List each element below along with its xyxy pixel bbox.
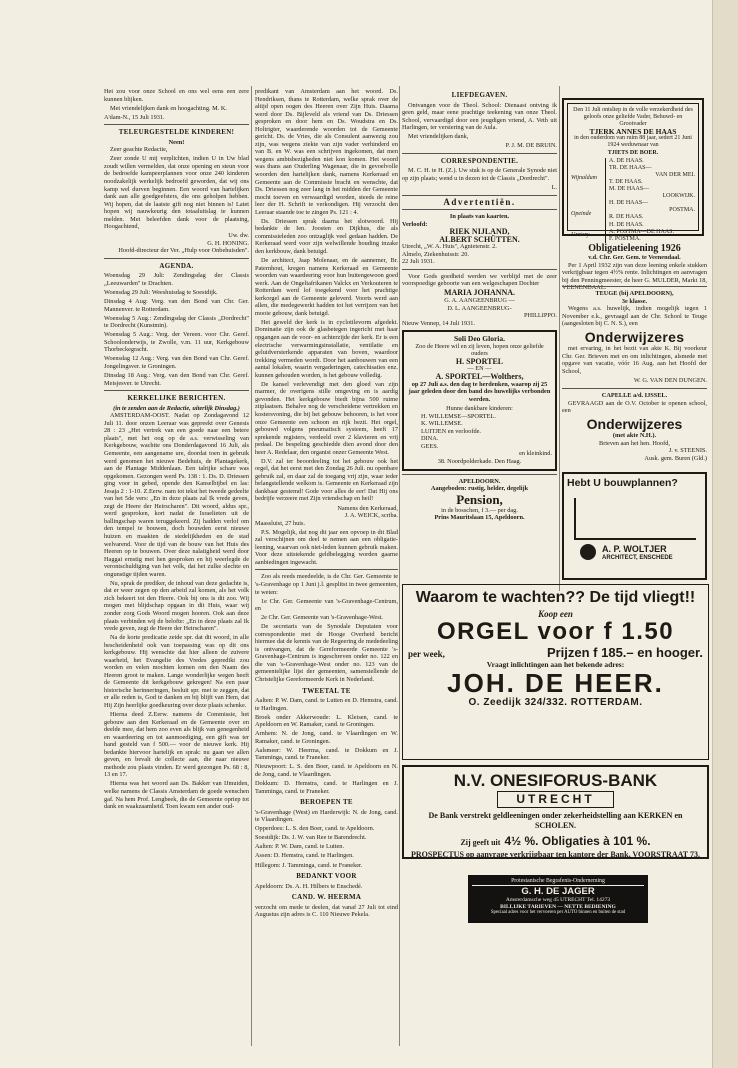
agenda-item: Dinsdag 18 Aug.: Verg. van den Bond van Chr. Geref. Meisjesver. te Utrecht. — [104, 372, 249, 387]
teuge-ad — [562, 290, 707, 384]
letter-date: A'dam-N., 15 Juli 1931. — [104, 113, 165, 121]
family-name: TR. DE HAAS— — [609, 164, 652, 171]
heer-koop: Koop een — [538, 609, 573, 619]
family-name: VAN DER MEI. — [655, 171, 695, 178]
divider — [104, 390, 249, 391]
kerk-paragraph: Hierna deed Z.Eerw. namens de Commissie, het gebouw aan den Kerkeraad en de Gemeente over en deelde mee, dat hem zoo even als blijk van genegenheid en waardeering en tot aanmoediging, een gift was ter hand gesteld van f 500.— voor de nieuwe kerk. Hij bedankte hiervoor hartelijk en sprak: nu gaan we allen geven, en bevalt de collecte aan, die naar nieuwe methode zou plaats vinden. Er werd gezongen Ps. 68 : 8, 13 en 17. — [104, 711, 249, 779]
mourning-family — [571, 158, 695, 243]
col2-paragraph: D.V. zal ter beoordeeling tot het gebouw ook het orgel, dat het eerst met den Zondag 26 Juli. nu openbare gebruik zal, en daar zal de toegang vrij zijn, waar ieder belangstellende welkom is. Gemeente en Kerkeraad zijn dankbaar gestemd! Gode voor alles de eer! Dat Hij ons bedrijfe verzeere met Zijn vriendschap en heil! — [255, 457, 398, 503]
column-1 — [104, 88, 249, 1048]
soli-title: Soli Deo Gloria. — [453, 334, 506, 344]
family-name: R. DE HAAS. — [609, 214, 644, 221]
bank-city-wrap — [409, 790, 702, 808]
agenda-item: Woensdag 29 Juli: Weeshuisdag te Soestdijk. — [104, 289, 218, 297]
bank-line2 — [409, 832, 702, 850]
verloofd-name: ALBERT SCHÜTTEN. — [439, 234, 520, 244]
divider — [104, 124, 249, 125]
agenda-heading: AGENDA. — [159, 261, 194, 270]
bank-line3: PROSPECTUS op aanvrage verkrijgbaar ten kantore der Bank, VOORSTRAAT 73. — [411, 850, 700, 859]
kerkelijke-heading: KERKELIJKE BERICHTEN. — [127, 394, 226, 403]
teleur-salute: Zeer geachte Redactie, — [110, 146, 168, 154]
family-name: LOOKWIJK. — [662, 193, 695, 200]
soli-addr: 38. Noordpolderkade. Den Haag. — [437, 457, 522, 465]
kerk-paragraph: Nu, sprak de prediker, de inhoud van deze gedachte is, dat er weer zegen op den arbeid zal komen, als het volk zich bekeert tot den Heere. Ook bij ons is dit zoo. Wij mogen met blijdschap opgaan in dit Huis, waar wij zonder zorg Gods Woord mogen hooren. Ook aan deze plaats verbinden wij de belofte: „En in deze plaats zal Ik vrede geven, zegt de Heere der Heirscharen". — [104, 579, 249, 633]
beroepen-item: Opperdoes: L. S. den Boer, cand. te Apeldoorn. — [255, 825, 375, 833]
soli-kids-suffix: en kleinkind. — [519, 450, 552, 458]
col2-paragraph: predikant van Amsterdam aan het woord. Ds. Hendriksen, thans te Rotterdam, welke sprak over de altijd open oogen des Heeren over Zijn Huis. Daarna werd door Ds. Bijleveld als vriend van Ds. Driessen gesproken en door hem en Ds. Woudstra en Ds. Holtrigter, waarderende woorden tot de Gemeente gericht. Ds. de Vries, die als Consulent aanwezig zou zijn, was wegens ziekte van zijn vader verhinderd en van B. en W. was een schrijven ingekomen, dat men wegens ambtsbezigheden niet kon komen. Het woord was thans aan Ouderling Wagenaar, die in gevoelvolle woorden den hartelijken dank, namens Kerkeraad en Gemeente aan de Commissie bracht en wenschte, dat Ds. Driessen nog zeer lang in het midden der Gemeente mocht toeven en verwaardigd worden, steeds de reine leer der H. Schrift te verkondigen. Hij verzocht den Leeraar staande toe te zingen Ps. 121 : 4. — [255, 88, 398, 216]
kerk-paragraph: Na de korte predicatie zeide spr. dat dit woord, in alle bescheidenheid ook van toepassing was op dit ons kerkgebouw. Hij wenschte dat hier alleen de zuivere waarheid, het Evangelie des Vredes gepredikt zou worden en velen mochten komen om den Naam des Heeren groot te maken. Lange wonderlijke wegen heeft de Gemeente dit kerkgebouw gekregen! Na een paar historische herinneringen, besluit spr. met te zeggen, dat er alle reden is, God te danken en bij blijft van Hem, dat Hij Zijn heerlijke goedkeuring over deze plaats schenke. — [104, 634, 249, 710]
family-name: POSTMA. — [669, 207, 695, 214]
heer-orgel: ORGEL voor f 1.50 — [436, 618, 675, 645]
de-jager-ad — [468, 875, 648, 923]
col2-sign-1: Namens den Kerkeraad, — [337, 504, 398, 512]
column-2 — [255, 88, 398, 1048]
soli-kids-title: Hunne dankbare kinderen: — [446, 405, 513, 413]
adjacent-page-edge — [712, 0, 738, 1068]
teuge-class: 3e klasse. — [621, 297, 648, 305]
family-name: H. DE HAAS. — [609, 221, 644, 228]
agenda-item: Woensdag 5 Aug.: Zendingsdag der Classis „Dordrecht" te Dordrecht (Kunstmin). — [104, 314, 249, 330]
col2-paragraph: De architect, Jaap Molenaar, en de aannemer, Br. Paternhout, kregen namens Kerkeraad en Gemeente woorden van waardeering voor hun buitengewoon goed werk. Aan de Ongeltafrikanen Valckx en Verkouteren te Rotterdam werd lof toegekend voor het prachtige kerkorgel aan de Gemeente geleverd. Voorts werd aan allen, die medegewerkt hadden tot het verrijzen van het mooie gebouw, dank betuigd. — [255, 257, 398, 317]
beroepen-heading: BEROEPEN TE — [300, 798, 353, 807]
col2-sign-2: J. A. WEICK, scriba. — [344, 512, 398, 520]
column-rule — [559, 86, 560, 591]
teleur-sub: Neen! — [168, 138, 185, 146]
family-name: H. DE HAAS— — [609, 200, 649, 207]
divider — [402, 474, 557, 475]
jager-addr: Amsterdamsche weg 45 UTRECHT Tel. 14273 — [505, 897, 611, 903]
kerk-note: (in te zenden aan de Redactie, uiterlijk Dinsdag.) — [113, 404, 240, 412]
liefde-body: Ontvangen voor de Theol. School: Dienaast ontving ik geen geld, maar eene prachtige teekening van onze Theol. School, vervaardigd door een jeugdigen vriend, A. Veth uit Harlingen, ter versiering van de Aula. — [402, 101, 557, 132]
corr-body: M. C. H. te H. (Z.). Uw stuk is op de Generale Synode niet op zijn plaats; wend u in dezen tot de Classis „Dordrecht". — [402, 167, 557, 182]
bank-line1: De Bank verstrekt geldleeningen onder zekerheidstelling aan KERKEN en SCHOLEN. — [428, 811, 683, 830]
divider — [402, 153, 557, 154]
teuge-title: TEUGE (bij APELDOORN), — [595, 290, 674, 297]
bedankt-item: Apeldoorn: Ds. A. H. Hilbers te Enschedé. — [255, 882, 363, 890]
agenda-item: Woensdag 5 Aug.: Verg. der Vereen. voor Chr. Geref. Schoolonderwijs, te Zwolle, v.m. 11 uur, Kerkgebouw Thorbeckegracht. — [104, 331, 249, 354]
letter-tail: Het zou voor onze School en ons wel eens een zere kunnen blijken. — [104, 88, 249, 103]
column-rule — [399, 86, 400, 1046]
apel-addr: Prins Mauritslaan 15, Apeldoorn. — [434, 514, 525, 522]
divider — [562, 286, 707, 287]
divider — [562, 388, 707, 389]
capelle-sign2: Ausk. gem. Buren (Gld.) — [644, 454, 707, 462]
tweetal-item: Dokkum: D. Hemstra, cand. te Harlingen en J. Tamminga, cand. te Franeker. — [255, 780, 398, 795]
col2-place: Maassluist, 27 huis. — [255, 519, 306, 527]
col2-ps: P.S. Mogelijk, dat nog dit jaar een opvoep in dit Blad zal verschijnen om deel te nemen aan een obligatie-leening, waarvan ook niet-leden kunnen gebruik maken. Voor deze uitstekende geldbelegging worden gaarne aanbiedingen ingewacht. — [255, 528, 398, 566]
heer-question: Waarom te wachten?? De tijd vliegt!! — [415, 589, 696, 606]
jager-name: G. H. DE JAGER — [521, 886, 595, 897]
col2-paragraph: Ds. Driessen sprak daarna het slotwoord. Hij bedankte de Ien. Joosten en Dijkhus, die als commissieleden zoo ontzaglijk veel gedaan hadden. De Kerkeraad werd voor zijn welwillende houding inzake den kerkbouw, dank betuigd. — [255, 217, 398, 255]
heer-firm: JOH. DE HEER. — [447, 668, 664, 698]
mourning-wife: TJIETS DE BOER. — [607, 149, 659, 156]
apel-terms: in de bosschen, f 3.— per dag. — [441, 506, 518, 514]
soli-en: — EN — — [467, 365, 492, 373]
col2-zoo-reeds: Zoo als reeds meedeelde, is de Chr. Ger. Gemeente te 's-Gravenhage op 1 Juni j.l. gesplitst in twee gemeenten, te weten: — [255, 573, 398, 596]
woltjer-q: Hebt U bouwplannen? — [567, 477, 678, 489]
soli-anniv: op 27 Juli a.s. den dag te herdenken, waarop zij 25 jaar geleden door den band des huwelijks verbonden werden. — [408, 380, 551, 403]
soli-kid: K. WILLEMSE. — [421, 420, 463, 428]
divider — [255, 569, 398, 570]
beroepen-item: Hillegom: J. Tamminga, cand. te Franeker. — [255, 861, 363, 869]
birth-parent: G. A. AANGEENBRUG — — [444, 297, 515, 305]
beroepen-item: Soestdijk: Ds. J. W. van Ree te Barendrecht. — [255, 834, 367, 842]
family-name: M. DE HAAS— — [609, 186, 650, 193]
family-place: Wijnaldum — [571, 175, 598, 182]
family-name: A. DE HAAS. — [609, 157, 644, 164]
teleur-sign-2: G. H. HONING. — [207, 239, 249, 247]
heer-price-row — [408, 645, 703, 660]
agenda-item: Dinsdag 4 Aug: Verg. van den Bond van Chr. Ger. Mannenver. te Rotterdam. — [104, 298, 249, 313]
agenda-item: Woensdag 29 Juli: Zendingsdag der Classis „Leeuwarden" te Drachten. — [104, 272, 249, 288]
teuge-big: Onderwijzeres — [584, 329, 685, 345]
tweetal-heading: TWEETAL TE — [302, 686, 351, 695]
tweetal-item: Broek onder Akkerwoude: L. Kleisen, cand. te Apeldoorn en W. Ramaker, cand. te Groningen. — [255, 713, 398, 729]
capelle-title: CAPELLE a/d. IJSSEL. — [601, 392, 668, 399]
mourning-ad — [562, 98, 704, 242]
birth-name: MARIA JOHANNA. — [443, 288, 516, 298]
family-name: F. POSTMA. — [609, 235, 641, 242]
kaarten-heading: In plaats van kaarten. — [449, 213, 510, 221]
verloofd-addr: Almelo, Ziekenhuisstr. 20. — [402, 250, 469, 258]
beroepen-item: 's-Gravenhage (West) en Harderwijk: N. de Jong, cand. te Vlaardingen. — [255, 808, 398, 824]
heer-vraagt: Vraagt inlichtingen aan het bekende adres: — [486, 660, 625, 669]
birth-place: Nieuw Vennep, 14 Juli 1931. — [402, 319, 475, 327]
bank-city: UTRECHT — [497, 791, 613, 808]
cand-body: verzocht om mede te deelen, dat vanaf 27 Juli tot eind Augustus zijn adres is C. 110 Nieuwe Pekela. — [255, 903, 398, 919]
birth-parent-suffix: PHILLIPPO. — [523, 312, 557, 320]
heer-addr: O. Zeedijk 324/332. ROTTERDAM. — [468, 697, 643, 708]
col2-gem-list-item: 1e Chr. Ger. Gemeente van 's-Gravenhage-Centrum, en — [255, 597, 398, 613]
apel-title: APELDOORN. — [458, 477, 501, 485]
bank-line2b: 4½ %. Obligaties à 101 %. — [504, 834, 651, 848]
divider — [104, 258, 249, 259]
birth-parent: D. L. AANGEENBRUG- — [447, 304, 512, 312]
verloofd-date: 22 Juli 1931. — [402, 258, 435, 266]
beroepen-item: Aalten: P. W. Dam, cand. te Lutten. — [255, 843, 345, 851]
col2-secretaris: De secretaris van de Synodale Deputaten voor correspondentie met de Hooge Overheid bericht hiermee dat de kennis van de Regeering de mededeeling is ontvangen, dat de Gereformeerde Gemeente 's-Gravenhage-Centrum is ingeschreven onder no. 122 en die van 's-Gravenhage-West onder no. 123 van de gemeentelijke lijst der gemeenten, samenstellende de Christelijke Gereformeerde Kerk in Nederland. — [255, 623, 398, 684]
soli-name: H. SPORTEL — [455, 356, 504, 366]
tweetal-item: Arnhem: N. de Jong, cand. te Vlaardingen en W. Ramaker, cand. te Groningen. — [255, 730, 398, 745]
cand-heading: CAND. W. HEERMA — [291, 893, 362, 902]
soli-kid: GEES. — [421, 442, 439, 450]
soli-kid: DINA. — [421, 435, 439, 443]
kerk-paragraph: Hierna was het woord aan Ds. Bakker van IJmuiden, welke namens de Classis Amsterdam de goede wenschen gaf. Na hem Prof. Lengbeek, die de Gemeente opriep tot dank en waakzaamheid. Toen kwam een ander oud- — [104, 780, 249, 811]
agenda-item: Woensdag 12 Aug.: Verg. van den Bond van Chr. Geref. Jongelingsver. te Groningen. — [104, 355, 249, 370]
teleur-sign-3: Hoofd-directeur der Ver. „Hulp voor Onbehuisden". — [118, 247, 249, 255]
family-place: Opeinde — [571, 210, 592, 217]
obligatie-title: Obligatieleening 1926 — [588, 243, 681, 254]
capelle-ad — [562, 392, 707, 462]
capelle-sub: (met akte N.H.). — [612, 432, 657, 439]
verloofd-label: Verloofd: — [402, 220, 428, 228]
letter-thanks: Met vriendelijken dank en hoogachting. M. K. — [110, 104, 227, 112]
woltjer-logo-icon — [580, 544, 596, 560]
soli-kid: H. WILLEMSE—SPORTEL. — [421, 412, 496, 420]
column-rule — [251, 86, 252, 1046]
capelle-big: Onderwijzeres — [586, 416, 683, 432]
mourning-detail: in den ouderdom van ruim 88 jaar, sedert 21 Juni 1924 weduwnaar van — [574, 135, 692, 149]
jager-line: BILLIJKE TARIEVEN — NETTE BEDIENING — [500, 903, 616, 910]
divider — [402, 195, 557, 196]
obligatie-sub: v.d. Chr. Ger. Gem. te Veenendaal. — [588, 254, 681, 261]
tweetal-item: Nieuwpoort: L. S. den Boer, cand. te Apeldoorn en N. de Jong, cand. te Vlaardingen. — [255, 763, 398, 779]
onesiforus-bank-ad — [402, 765, 709, 859]
kerk-paragraph: AMSTERDAM-OOST. Nadat op Zondagavond 12 Juli 11. door onzen Leeraar was gepreekt over Genesis 28 : 23 „Het vertrek van een goede naar een betere plaats", met het oog op de a.s. verwisseling van Kerkgebouw, wachtte ons Donderdagavond 16 Juli, als Gemeente, een aangename ure, doordat toen in gebruik werd genomen het nieuwe Bedehuis, de Plantagekerk, aan de Plantage Middenlaan. Een talrijke schare was opgekomen. Gezongen werd Ps. 138 : 1. Ds. D. Driessen ging voor in gebed, opende den Kanselbijbel en las: Jesaja 2 : 1-10. Z.Eerw. nam tot tekst het tweede gedeelte van het 5de vers: „En in deze plaats zal Ik vrede geven, zegt de Heere der Heirscharen". Dit woord, aldus spr., werd gesproken, kort nadat de Israelieten uit de ballingschap waren teruggekeerd. Zij hadden verlof om den tempel te bouwen, doch bouwden eerst nieuwe huizen en maakten de stedelijkheden en de stad welvarend. Voor de tijd van de bouw van het Huis des Heeren op te bouwen. Over deze nalatigheid werd door Haggai ernstig met hen gesproken en hij weerlegde de verontschuldiging van het volk, dat het zulke slechte en ongunstige tijden waren. — [104, 412, 249, 578]
divider — [402, 269, 557, 270]
jager-top: Protestantsche Begrafenis-Onderneming — [472, 878, 644, 886]
liefde-sign: P. J. M. DE BRUIN. — [505, 142, 557, 150]
col2-gem-list-item: 2e Chr. Ger. Gemeente van 's-Gravenhage-West. — [261, 614, 383, 622]
bank-name: N.V. ONESIFORUS-BANK — [453, 771, 658, 790]
joh-de-heer-ad — [402, 584, 709, 760]
capelle-body2: Brieven aan het hen. Hoofd, — [599, 439, 670, 447]
soli-deo-ad — [402, 330, 557, 470]
soli-body: Zoo de Heere wil en zij leven, hopen onze geliefde ouders — [415, 342, 544, 358]
obligatie-body: Per 1 April 1932 zijn van deze leening enkele stukken verkrijgbaar tegen 4½% rente. Inlichtingen en aanvragen bij den Penningmeester, de heer G. MULDER, Markt 18, VEENENDAAL. — [562, 261, 707, 291]
woltjer-frame — [574, 498, 696, 540]
heer-per: per week, — [408, 649, 445, 659]
column-3 — [402, 88, 557, 648]
family-name: A. POSTMA—DE HAAS. — [609, 228, 675, 235]
advertenties-heading: Advertentiën. — [443, 196, 516, 207]
teuge-body2: met ervaring, in het bezit van akte K. Bij voorkeur Chr. Ger. Brieven met en om inlichtingen, alsmede met opgave van vacatie, vóór 16 Aug. aan het Hoofd der School, — [562, 345, 707, 375]
corr-sign: L. — [551, 183, 557, 191]
col2-paragraph: Het geweld der kerk is in cyclotilevorm afgedekt. Dominatie zijn ook de glasbetegen ingericht met haar opgangen aan de voor- en achterzijde der kerk. Er is een electrische verwarmingsinstallatie, ventilatie en geluidversterkende apparaten van boven, waardoor trekking vermeden wordt. Door het aanbouwen van een aantal lokalen, waarin vergaderingen, catechisaties enz. kunnen gehouden worden, is het gebouw volledig. — [255, 318, 398, 379]
teuge-sign: W. G. VAN DEN DUNGEN. — [633, 376, 707, 384]
family-name: T. DE HAAS. — [609, 178, 643, 185]
divider — [402, 209, 557, 210]
liefde-thanks: Met vriendelijken dank, — [408, 133, 469, 141]
verloofd-name: RIEK NIJLAND, — [449, 227, 510, 237]
correspondentie-heading: CORRESPONDENTIE. — [440, 156, 519, 165]
family-place: Uretery. — [571, 232, 591, 239]
liefdegaven-heading: LIEFDEGAVEN. — [451, 91, 508, 99]
woltjer-ad — [562, 472, 707, 580]
capelle-body: GEVRAAGD aan de O.V. October te openen school, een — [562, 399, 707, 414]
teleur-sign-1: Uw. dw. — [228, 232, 249, 240]
tweetal-item: Aalsmeer: W. Heerma, cand. te Dokkum en J. Tamminga, cand. te Franeker. — [255, 746, 398, 762]
verloofd-addr: Utrecht, „W. A. Huis", Agnietenstr. 2. — [402, 243, 497, 251]
teleurgestelde-heading: TELEURGESTELDE KINDEREN! — [118, 128, 235, 137]
birth-text: Voor Gods goedheid werden we verblijd met de zeer voorspoedige geboorte van een welgeschapen Dochter — [402, 272, 557, 288]
apel-sub: Aangeboden: rustig, helder, degelijk — [430, 485, 529, 493]
col2-paragraph: De kansel verlevendigt met den gloed van zijn marmer, de overigens stille omgeving en is aardig gevonden. Het kerkgebouw biedt bijna 500 ruime zitplaatsen. Behalve nog de verscheidene vertrekken en kostersvoning, die bij het gebouw behooren, is het voor onze Gemeente een schoon en rijk bezit. Het orgel, gebouwd volgens pneumatisch systeem, heeft 17 sprekende registers, verdeeld over 2 klavieren en vrij pedaal. De bespeling geschiedde dien avond door den heer A. Redelaar, den organist onzer Gemeente West. — [255, 380, 398, 456]
heer-prijzen: Prijzen f 185.– en hooger. — [546, 645, 703, 660]
bank-line2a: Zij geeft uit — [460, 838, 501, 847]
woltjer-sub: ARCHITECT, ENSCHEDE — [602, 555, 673, 561]
teleur-body: Zeer zonde U mij verplichten, indien U in Uw blad zoudt willen vermelden, dat onze opening en steun voor de bedroefde kampeerplannen voor onze 240 kinderen noodzakelijk werkelijk bedroefd geworden, dat wij ons kamp wel durven beginnen. Een woord van hartelijken dank aan alle goedgeefsters, die ons geholpen hebben. Wij hopen, dat de laatste gift nog niet binnen is! Latet hopen wij nauwkeurig den totaaluitslag te kunnen melden. Met beleefden dank voor de plaatsing, Hoogachtend, — [104, 155, 249, 231]
soli-kid: LUITJEN en verloofde. — [421, 427, 481, 435]
soli-name2: A. SPORTEL—Wolthers, — [435, 371, 524, 381]
mourning-name: TJERK ANNES DE HAAS — [589, 127, 677, 137]
capelle-sign: J. v. STEENIS. — [668, 447, 707, 454]
apel-pension: Pension, — [456, 491, 503, 507]
mourning-text: Den 11 Juli ontsliep in de volle verzekerdheid des geloofs onze geliefde Vader, Behuwd- en Grootvader — [573, 107, 693, 128]
teuge-body: Wegens a.s. huwelijk, indien mogelijk tegen 1 November e.k., gevraagd aan de Chr. School te Teuge (aangesloten bij C. N. S.), een — [562, 305, 707, 327]
tweetal-item: Aalten: P. W. Dam, cand. te Lutten en D. Hemstra, cand. te Harlingen. — [255, 697, 398, 712]
woltjer-name: A. P. WOLTJER — [602, 544, 667, 554]
beroepen-item: Assen: D. Hemstra, cand. te Harlingen. — [255, 852, 354, 860]
jager-line2: Speciaal adres voor het vervoeren per AUTO binnen en buiten de stad — [490, 910, 626, 915]
bedankt-heading: BEDANKT VOOR — [296, 872, 357, 881]
